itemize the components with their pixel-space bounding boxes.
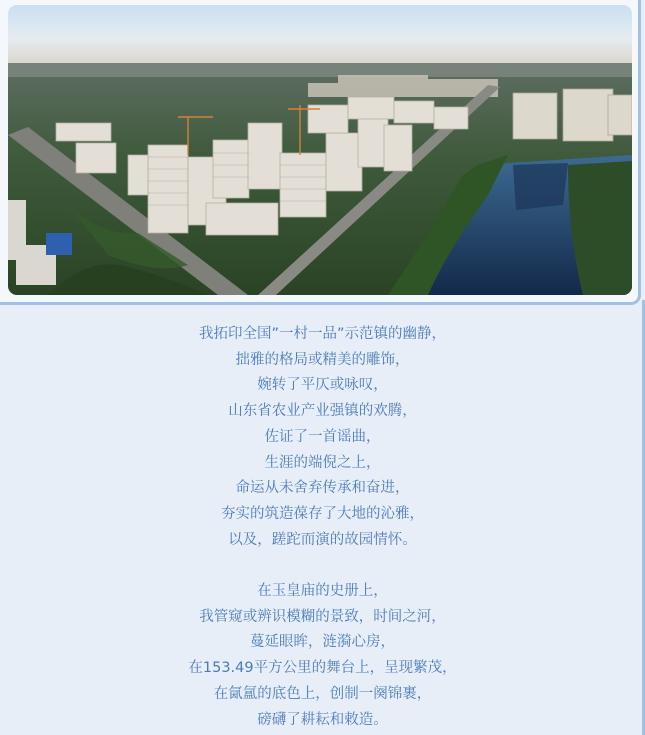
poem-line: 蔓延眼眸，涟漪心房，	[250, 634, 395, 651]
poem-line: 佐证了一首谣曲，	[264, 428, 381, 445]
poem-line: 以及，蹉跎而演的故园情怀。	[228, 531, 417, 548]
poem-text	[0, 322, 645, 733]
poem-line: 婉转了平仄或咏叹，	[257, 377, 388, 394]
poem-line: 生涯的端倪之上，	[264, 454, 381, 471]
poem-line: 夯实的筑造葆存了大地的沁雅，	[221, 505, 424, 522]
poem-line: 磅礴了耕耘和敕造。	[257, 711, 388, 728]
aerial-town-photo	[8, 5, 632, 295]
poem-line: 在玉皇庙的史册上，	[257, 583, 388, 600]
poem-line: 我拓印全国”一村一品”示范镇的幽静，	[198, 326, 447, 342]
stanza-gap	[0, 553, 645, 579]
poem-line: 在153.49平方公里的舞台上，呈现繁茂，	[188, 660, 457, 677]
poem-line: 在氤氲的底色上，创制一阕锦裹，	[213, 685, 432, 702]
poem-line: 命运从未舍弃传承和奋进，	[235, 480, 410, 497]
poem-line: 拙雅的格局或精美的雕饰，	[235, 351, 410, 368]
poem-line: 我管窥或辨识模糊的景致，时间之河，	[199, 608, 446, 625]
poem-line: 山东省农业产业强镇的欢腾，	[228, 403, 417, 420]
photo-frame	[0, 0, 641, 305]
